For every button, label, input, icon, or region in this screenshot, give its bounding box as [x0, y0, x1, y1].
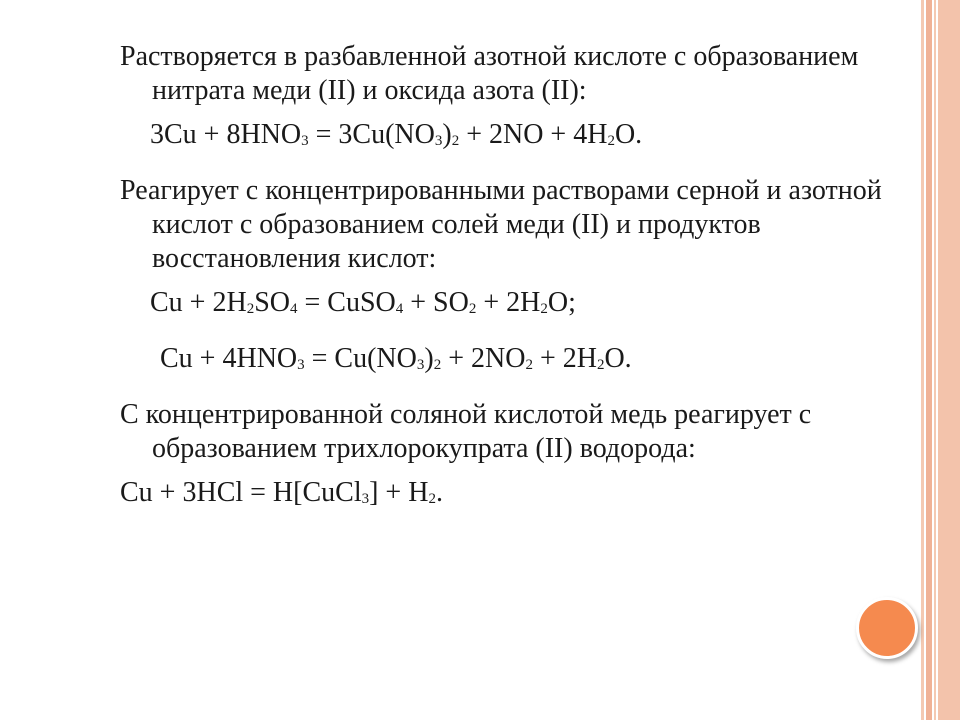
decor-stripe-2 [926, 0, 932, 720]
paragraph-concentrated-acids: Реагирует с концентрированными растворами серной и азотной кислот с образованием солей меди (II) и продуктов восстановления кислот: [120, 175, 882, 274]
decor-stripe-4 [938, 0, 960, 720]
slide-body [120, 40, 910, 532]
decor-stripe-1 [921, 0, 924, 720]
equation-concentrated-nitric: $Cu + 4HNO_3 = Cu(NO_3)_2 + 2NO_2 + 2H_2O$. [160, 343, 632, 374]
paragraph-dilute-nitric: Растворяется в разбавленной азотной кислоте с образованием нитрата меди (II) и оксида азота (II): [120, 41, 859, 106]
orange-circle-icon [856, 597, 918, 659]
equation-sulfuric: $Cu + 2H_2SO_4$ = CuSO$_4$ + $SO_2 + 2H_2O$; [150, 287, 576, 318]
decor-stripe-3 [934, 0, 936, 720]
paragraph-hydrochloric: С концентрированной соляной кислотой медь реагирует с образованием трихлорокупрата (II) водорода: [120, 399, 812, 464]
equation-dilute-nitric: $3Cu + 8HNO_3 = 3Cu(NO_3)_2 + 2NO + 4H_2O$. [150, 119, 643, 150]
equation-hydrochloric: Cu + 3HCl = H[CuCl$_3$] + $H_2$. [120, 477, 443, 508]
